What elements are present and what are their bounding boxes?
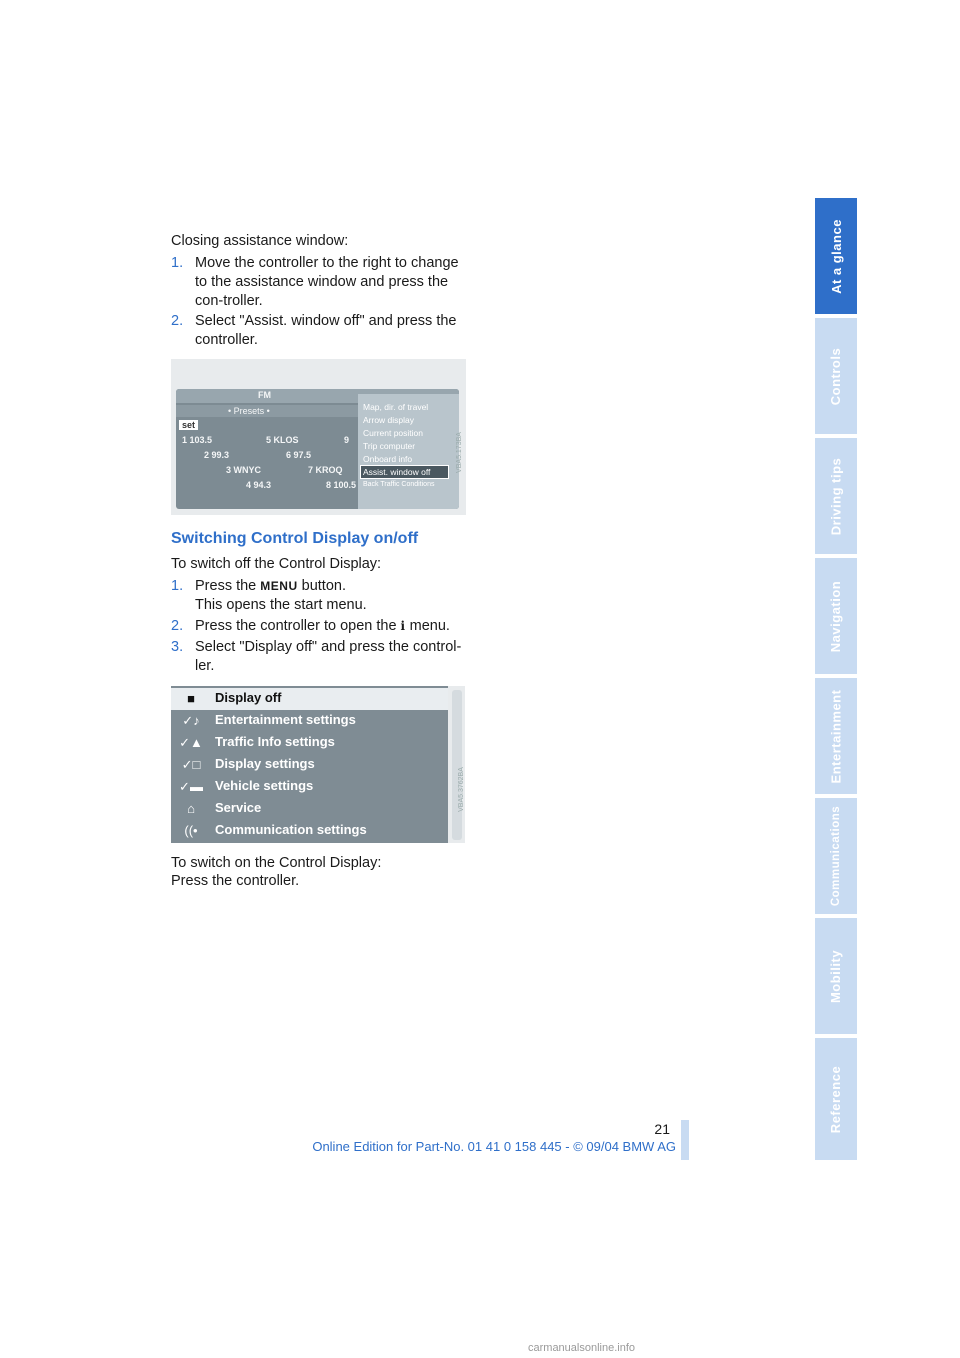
step-text: Select "Assist. window off" and press the controller. (195, 313, 457, 348)
menu-row-display-settings: ✓□ Display settings (171, 754, 448, 776)
step-text: Move the controller to the right to change to the assistance window and press the con-troller. (195, 255, 459, 309)
assistance-menu (358, 394, 459, 509)
menu-row-display-off: ■ Display off (171, 688, 448, 710)
tab-mobility[interactable]: Mobility (815, 918, 857, 1034)
station: 6 97.5 (286, 450, 312, 460)
chapter-tabs (815, 198, 857, 1160)
menu-row-entertainment: ✓♪ Entertainment settings (171, 710, 448, 732)
radio-screen (176, 389, 459, 509)
figure-code: VBA5.173BA (455, 432, 463, 473)
intro-text: Closing assistance window: (171, 233, 349, 249)
menu-item: Trip computer (363, 441, 416, 451)
figure-code: VBA5.3762BA (457, 767, 465, 812)
assistance-window-figure (171, 359, 466, 515)
step-a1 (171, 254, 471, 314)
page-number: 21 (654, 1121, 670, 1137)
step-number: 1. (171, 255, 184, 271)
step-text: Select "Display off" and press the control-ler. (195, 639, 462, 674)
display-settings-icon: ✓□ (181, 757, 201, 772)
step-number: 2. (171, 618, 184, 634)
band-label: FM (258, 390, 271, 400)
station: 1 103.5 (182, 435, 213, 445)
tab-controls[interactable]: Controls (815, 318, 857, 434)
step-number: 2. (171, 313, 184, 329)
step-b1: 1. Press the MENU button. This opens the start menu. (171, 578, 367, 613)
menu-row-communication: ((• Communication settings (171, 820, 448, 842)
tab-navigation[interactable]: Navigation (815, 558, 857, 674)
scrollbar (452, 690, 462, 840)
menu-item: Map, dir. of travel (363, 402, 429, 412)
menu-item: Back Traffic Conditions (363, 481, 435, 488)
settings-menu-figure (171, 686, 465, 843)
station: 5 KLOS (266, 435, 299, 445)
traffic-icon: ✓▲ (179, 735, 203, 750)
section-title: Switching Control Display on/off (171, 530, 419, 547)
presets-label: • Presets • (228, 406, 270, 416)
step-a2 (171, 312, 471, 352)
entertainment-icon: ✓♪ (182, 713, 200, 728)
tab-reference[interactable]: Reference (815, 1038, 857, 1160)
switch-on-intro: To switch on the Control Display: (171, 855, 382, 871)
menu-row-vehicle: ✓▬ Vehicle settings (171, 776, 448, 798)
step-number: 1. (171, 578, 184, 594)
info-icon: i (400, 619, 406, 633)
footer-bar (681, 1120, 689, 1160)
service-icon: ⌂ (187, 801, 195, 816)
station: 3 WNYC (226, 465, 262, 475)
vehicle-icon: ✓▬ (179, 779, 203, 794)
station: 9 (344, 435, 350, 445)
station: 4 94.3 (246, 480, 272, 490)
communication-icon: ((• (184, 823, 198, 838)
menu-row-service: ⌂ Service (171, 798, 448, 820)
switch-off-intro: To switch off the Control Display: (171, 556, 382, 572)
step-number: 3. (171, 639, 184, 655)
tab-entertainment[interactable]: Entertainment (815, 678, 857, 794)
tab-at-a-glance[interactable]: At a glance (815, 198, 857, 314)
station: 7 KROQ (308, 465, 343, 475)
menu-button-icon: MENU (260, 579, 298, 593)
display-icon: ■ (187, 691, 195, 706)
step-b2: 2. Press the controller to open the i menu. (171, 618, 450, 634)
settings-menu (171, 686, 448, 843)
station: 8 100.5 (326, 480, 357, 490)
menu-row-traffic: ✓▲ Traffic Info settings (171, 732, 448, 754)
watermark: carmanualsonline.info (528, 1342, 636, 1354)
set-label: set (179, 420, 198, 430)
menu-item: Arrow display (363, 415, 415, 425)
footer-edition: Online Edition for Part-No. 01 41 0 158 445 - © 09/04 BMW AG (312, 1139, 676, 1154)
station: 2 99.3 (204, 450, 230, 460)
tab-driving-tips[interactable]: Driving tips (815, 438, 857, 554)
tab-communications[interactable]: Communications (815, 798, 857, 914)
menu-item: Onboard info (363, 454, 413, 464)
step-b3 (171, 638, 471, 678)
menu-item: Current position (363, 428, 424, 438)
switch-on-text: Press the controller. (171, 873, 300, 889)
menu-item-selected: Assist. window off (363, 467, 431, 477)
